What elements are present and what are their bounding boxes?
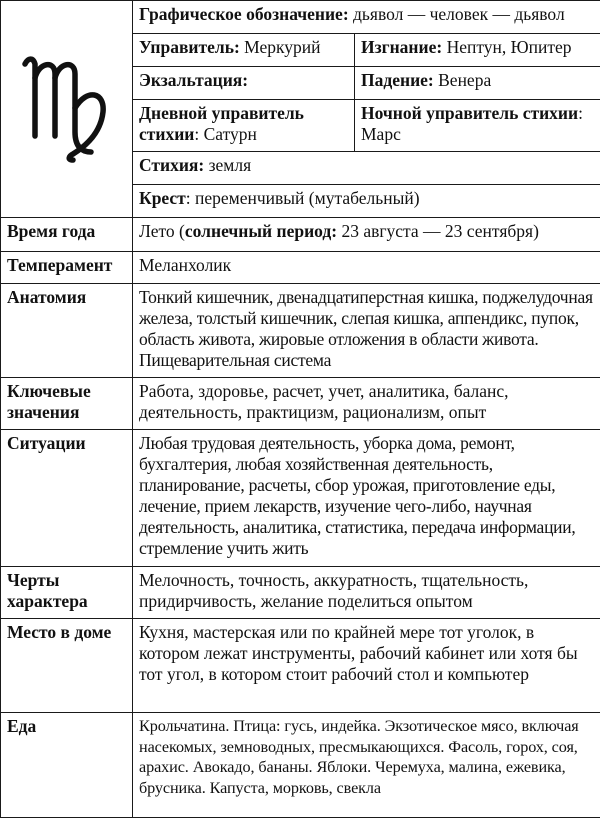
season-label: Время года (1, 218, 133, 252)
key-meanings-value: Работа, здоровье, расчет, учет, аналитика, баланс, деятельность, практицизм, рационализм, опыт (133, 378, 600, 430)
night-ruler-value: : Марс (361, 103, 583, 144)
element-value: земля (208, 155, 252, 175)
sign-glyph-cell (1, 1, 133, 218)
graphic-symbol-value: дьявол — человек — дьявол (353, 4, 565, 24)
day-ruler-cell (133, 100, 355, 152)
table-row (1, 252, 600, 284)
food-value: Крольчатина. Птица: гусь, индейка. Экзотическое мясо, включая насекомых, земноводных, пресмыкающихся. Фасоль, горох, соя, арахис. Авокадо, бананы. Яблоки. Черемуха, малина, ежевика, брусника. Капуста, морковь, свекла (133, 713, 600, 818)
fall-label: Падение: (361, 70, 434, 90)
traits-value: Мелочность, точность, аккуратность, тщательность, придирчивость, желание поделиться опытом (133, 567, 600, 619)
situations-label: Ситуации (1, 430, 133, 567)
exaltation-cell (133, 67, 355, 100)
table-row (1, 378, 600, 430)
traits-label: Черты характера (1, 567, 133, 619)
ruler-value: Меркурий (244, 37, 321, 57)
home-place-value: Кухня, мастерская или по крайней мере тот уголок, в котором лежат инструменты, рабочий кабинет или хотя бы тот угол, в котором стоит рабочий стол и компьютер (133, 619, 600, 713)
cross-cell (133, 185, 600, 218)
home-place-label: Место в доме (1, 619, 133, 713)
exaltation-label: Экзальтация: (139, 70, 249, 90)
day-ruler-value: : Сатурн (194, 124, 257, 144)
element-cell (133, 152, 600, 185)
exile-label: Изгнание: (361, 37, 443, 57)
graphic-symbol-label: Графическое обозначение: (139, 4, 349, 24)
season-value-post: 23 августа — 23 сентября) (337, 221, 539, 241)
season-value-bold: солнечный период: (184, 221, 338, 241)
situations-value: Любая трудовая деятельность, уборка дома, ремонт, бухгалтерия, любая хозяйственная деятельность, планирование, расчеты, сбор урожая, приготовление еды, лечение, прием лекарств, изучение чего-либо, научная деятельность, аналитика, статистика, передача информации, стремление учить жить (133, 430, 600, 567)
table-row (1, 430, 600, 567)
exile-cell (355, 34, 600, 67)
table-row (1, 713, 600, 818)
night-ruler-label: Ночной управитель стихии (361, 103, 579, 123)
temperament-label: Темперамент (1, 252, 133, 284)
temperament-value: Меланхолик (133, 252, 600, 284)
night-ruler-cell (355, 100, 600, 152)
table-row (1, 218, 600, 252)
day-ruler-label: Дневной управитель стихии (139, 103, 304, 144)
virgo-glyph-icon (19, 48, 115, 166)
anatomy-label: Анатомия (1, 284, 133, 378)
cross-value: : переменчивый (мутабельный) (185, 188, 420, 208)
season-value-pre: Лето ( (139, 221, 185, 241)
ruler-cell (133, 34, 355, 67)
key-meanings-label: Ключевые значения (1, 378, 133, 430)
season-value (133, 218, 600, 252)
table-row (1, 619, 600, 713)
anatomy-value: Тонкий кишечник, двенадцатиперстная кишка, поджелудочная железа, толстый кишечник, слепая кишка, аппендикс, пупок, область живота, жировые отложения в области живота. Пищеварительная система (133, 284, 600, 378)
ruler-label: Управитель: (139, 37, 240, 57)
fall-cell (355, 67, 600, 100)
table-row (1, 567, 600, 619)
fall-value: Венера (438, 70, 492, 90)
food-label: Еда (1, 713, 133, 818)
graphic-symbol-cell (133, 1, 600, 34)
element-label: Стихия: (139, 155, 205, 175)
table-row (1, 284, 600, 378)
exile-value: Нептун, Юпитер (446, 37, 572, 57)
cross-label: Крест (139, 188, 186, 208)
